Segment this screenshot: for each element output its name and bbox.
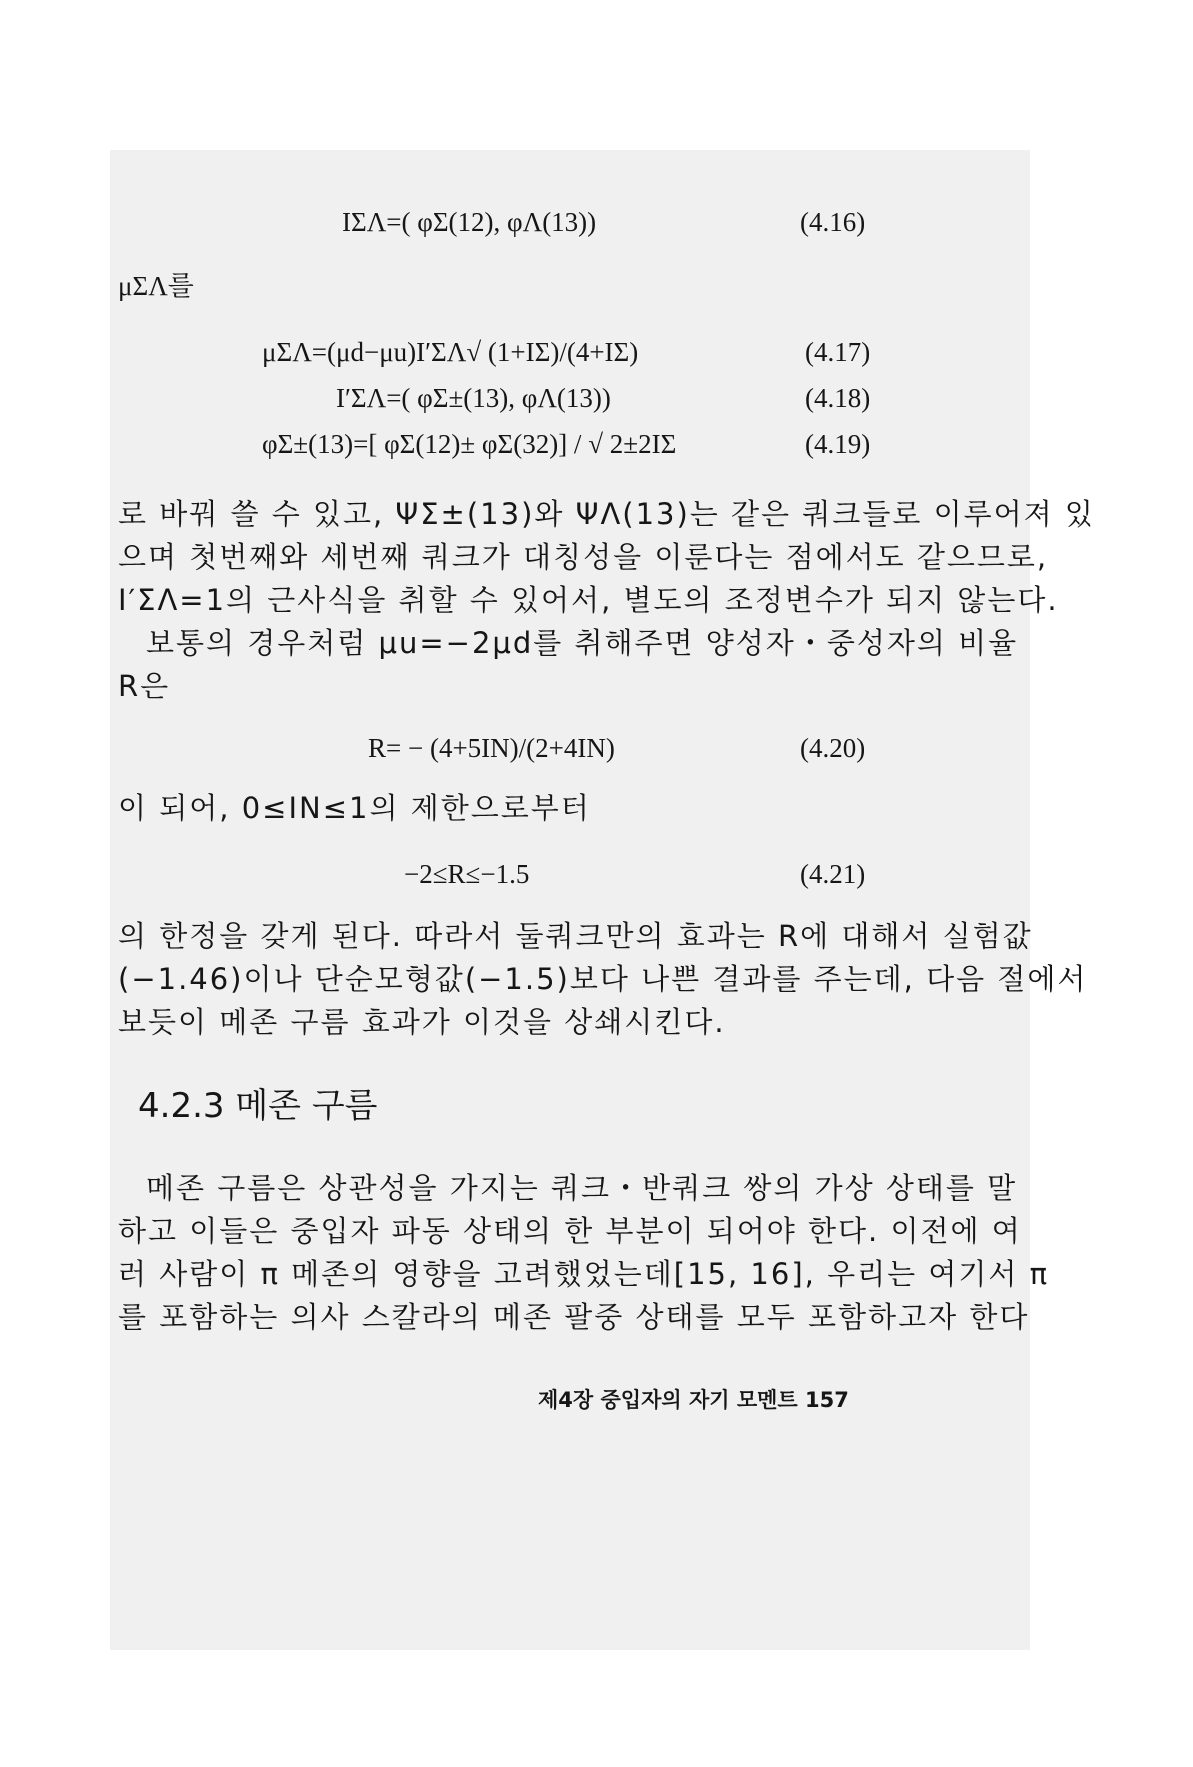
- paragraph-line: 으며 첫번째와 세번째 쿼크가 대칭성을 이룬다는 점에서도 같으므로,: [118, 540, 1049, 574]
- paragraph-line: 하고 이들은 중입자 파동 상태의 한 부분이 되어야 한다. 이전에 여: [118, 1214, 1022, 1248]
- equation-number-4-16: (4.16): [800, 207, 866, 237]
- equation-number-4-17: (4.17): [805, 337, 871, 367]
- paragraph-line: R은: [118, 669, 171, 703]
- page-background: [110, 150, 1030, 1650]
- paragraph-line: 메존 구름은 상관성을 가지는 쿼크・반쿼크 쌍의 가상 상태를 말: [146, 1171, 1018, 1205]
- paragraph-line: 보통의 경우처럼 μu=−2μd를 취해주면 양성자・중성자의 비율: [146, 626, 1019, 660]
- page-footer: 제4장 중입자의 자기 모멘트 157: [538, 1388, 849, 1412]
- equation-4-16: IΣΛ=( φΣ(12), φΛ(13)): [342, 207, 597, 237]
- equation-number-4-18: (4.18): [805, 383, 871, 413]
- paragraph-line: 이 되어, 0≤IN≤1의 제한으로부터: [118, 791, 591, 825]
- equation-4-21: −2≤R≤−1.5: [404, 859, 530, 889]
- equation-4-20: R= − (4+5IN)/(2+4IN): [368, 733, 615, 763]
- equation-4-17: μΣΛ=(μd−μu)I′ΣΛ√ (1+IΣ)/(4+IΣ): [262, 337, 639, 367]
- paragraph-line: 의 한정을 갖게 된다. 따라서 둘쿼크만의 효과는 R에 대해서 실험값: [118, 919, 1033, 953]
- equation-4-19: φΣ±(13)=[ φΣ(12)± φΣ(32)] / √ 2±2IΣ: [262, 429, 677, 459]
- equation-number-4-20: (4.20): [800, 733, 866, 763]
- paragraph-line: 러 사람이 π 메존의 영향을 고려했었는데[15, 16], 우리는 여기서 π: [118, 1257, 1050, 1291]
- paragraph-line: 보듯이 메존 구름 효과가 이것을 상쇄시킨다.: [118, 1005, 726, 1039]
- equation-number-4-21: (4.21): [800, 859, 866, 889]
- equation-number-4-19: (4.19): [805, 429, 871, 459]
- equation-4-18: I′ΣΛ=( φΣ±(13), φΛ(13)): [336, 383, 611, 413]
- paragraph-line: 를 포함하는 의사 스칼라의 메존 팔중 상태를 모두 포함하고자 한다: [118, 1300, 1030, 1334]
- paragraph-line: (−1.46)이나 단순모형값(−1.5)보다 나쁜 결과를 주는데, 다음 절에서: [118, 962, 1088, 996]
- mu-sigma-lambda-text: μΣΛ를: [118, 271, 194, 301]
- paragraph-line: 로 바꿔 쓸 수 있고, ΨΣ±(13)와 ΨΛ(13)는 같은 쿼크들로 이루어져 있: [118, 497, 1095, 531]
- section-heading: 4.2.3 메존 구름: [138, 1086, 378, 1126]
- paragraph-line: I′ΣΛ=1의 근사식을 취할 수 있어서, 별도의 조정변수가 되지 않는다.: [118, 583, 1059, 617]
